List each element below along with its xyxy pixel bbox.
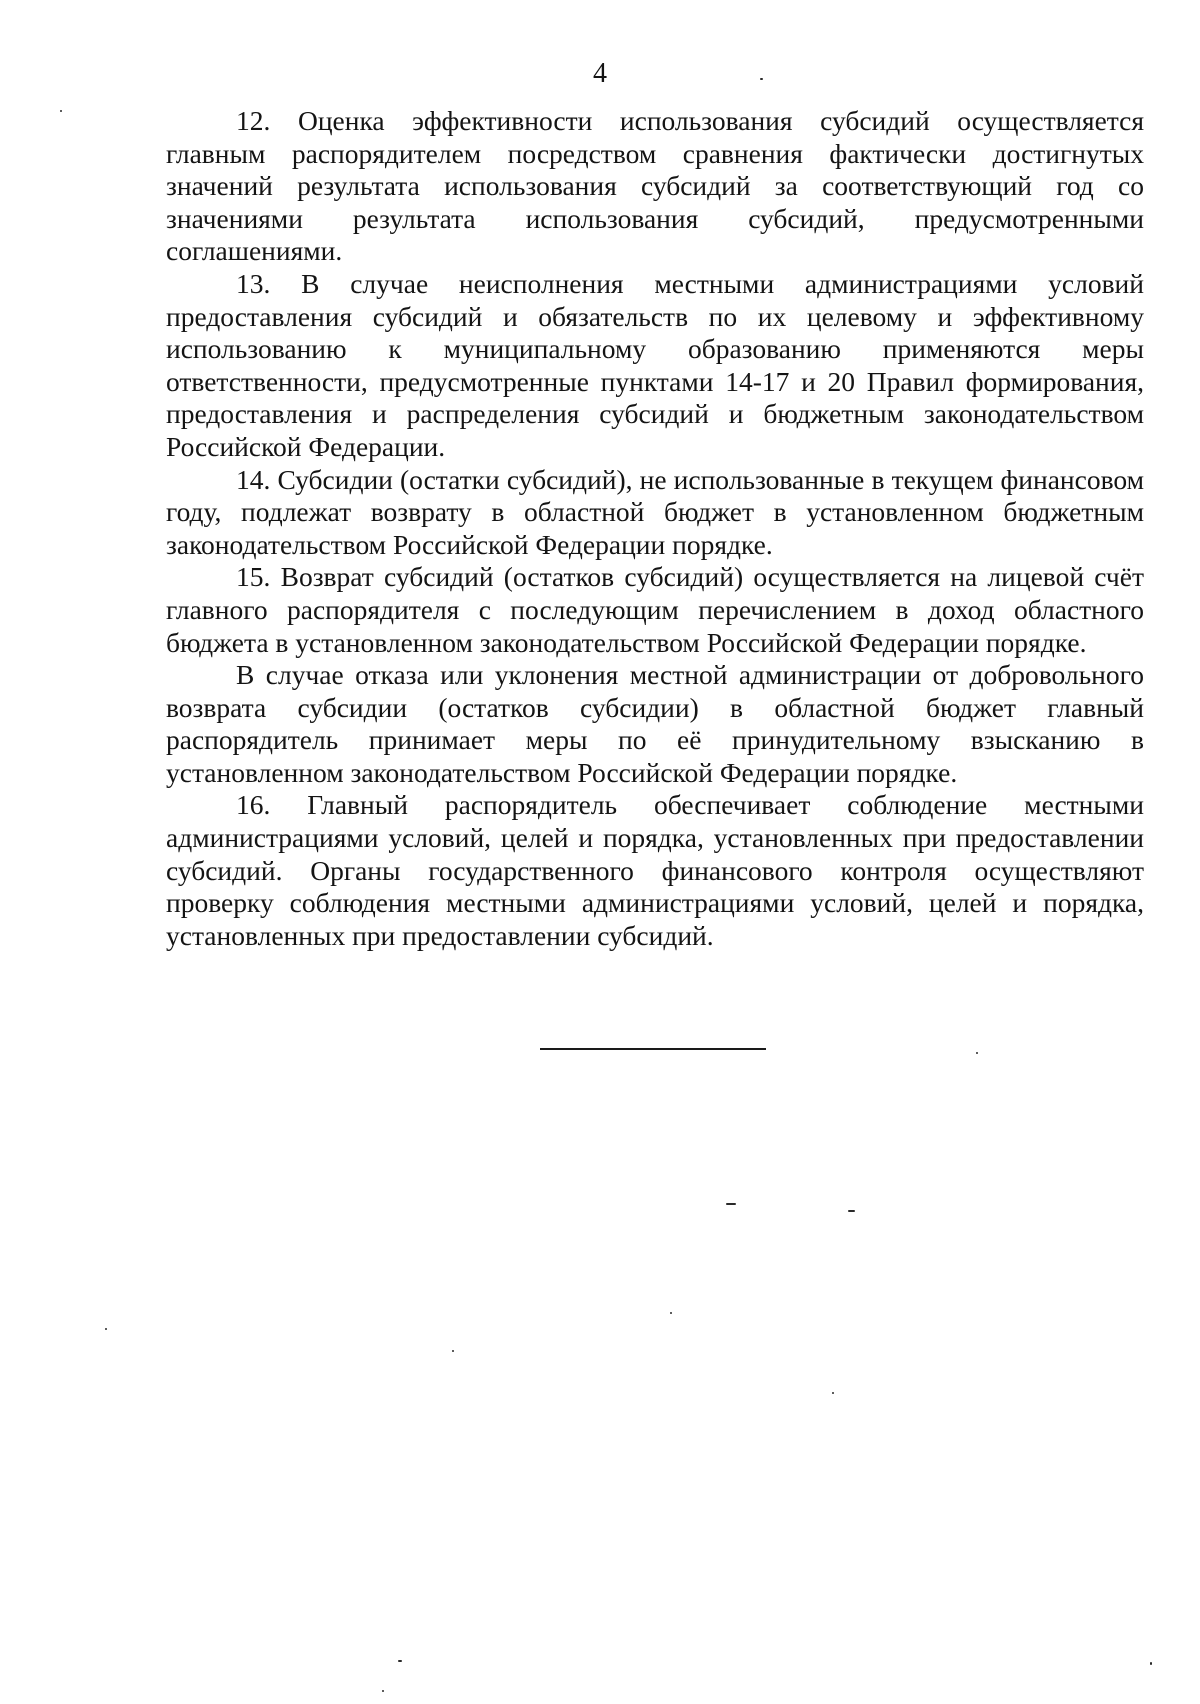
paragraph-14: 14. Субсидии (остатки субсидий), не использованные в текущем финансовом году, подлежат возврату в областной бюджет в установленном бюджетным законодательством Российской Федерации порядке.	[166, 463, 1144, 560]
scan-speck	[452, 1350, 454, 1352]
scan-speck	[726, 1203, 736, 1205]
paragraph-13: 13. В случае неисполнения местными администрациями условий предоставления субсидий и обязательств по их целевому и эффективному использованию к муниципальному образованию применяются меры ответственности, предусмотренные пунктами 14-17 и 20 Правил формирования, предоставления и распределения субсидий и бюджетным законодательством Российской Федерации.	[166, 267, 1144, 462]
paragraph-12: 12. Оценка эффективности использования субсидий осуществляется главным распорядителем посредством сравнения фактически достигнутых значений результата использования субсидий за соответствующий год со значениями результата использования субсидий, предусмотренными соглашениями.	[166, 105, 1144, 267]
scan-speck	[382, 1690, 384, 1692]
paragraph-15: 15. Возврат субсидий (остатков субсидий) осуществляется на лицевой счёт главного распорядителя с последующим перечислением в доход областного бюджета в установленном законодательством Российской Федерации порядке.	[166, 561, 1144, 658]
scan-speck	[60, 110, 62, 112]
page-number: 4	[593, 58, 607, 89]
scan-speck	[670, 1312, 672, 1314]
scan-speck	[976, 1052, 978, 1054]
paragraph-16: 16. Главный распорядитель обеспечивает соблюдение местными администрациями условий, целей и порядка, установленных при предоставлении субсидий. Органы государственного финансового контроля осуществляют проверку соблюдения местными администрациями условий, целей и порядка, установленных при предоставлении субсидий.	[166, 789, 1144, 951]
scan-speck	[1150, 1662, 1152, 1665]
scan-speck	[848, 1210, 855, 1212]
end-of-document-rule	[540, 1048, 766, 1050]
document-body	[166, 105, 1144, 952]
scan-speck	[398, 1660, 402, 1662]
paragraph-15-continuation: В случае отказа или уклонения местной администрации от добровольного возврата субсидии (остатков субсидии) в областной бюджет главный распорядитель принимает меры по её принудительному взысканию в установленном законодательством Российской Федерации порядке.	[166, 659, 1144, 788]
scan-speck	[832, 1392, 834, 1394]
scan-speck	[105, 1328, 107, 1330]
scan-speck	[760, 78, 763, 80]
